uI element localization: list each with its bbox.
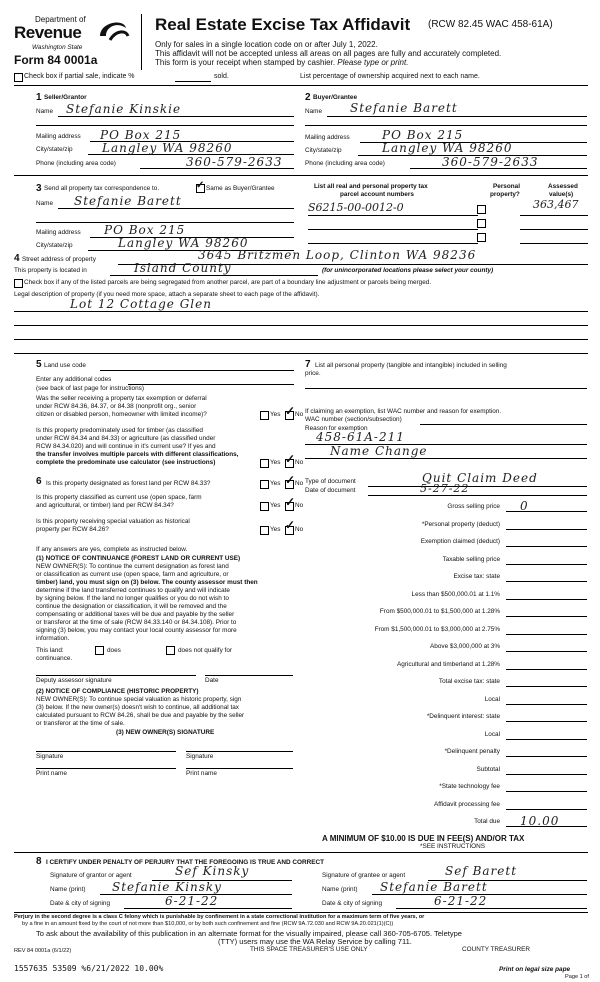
calc-value-line (506, 704, 587, 705)
calc-label: *Delinquent interest: state (426, 713, 500, 720)
parcel-header-1: List all real and personal property tax (314, 183, 428, 190)
calc-label: Local (484, 730, 500, 738)
revenue-logo-text: Revenue (14, 23, 82, 42)
cashier-stamp: 1557635 53509 %6/21/2022 10.00% (14, 964, 164, 973)
grantor-print-label: Name (print) (50, 886, 86, 893)
calc-label: Total excise tax: state (438, 678, 500, 685)
calc-value-line (506, 774, 587, 775)
s6-q3-line-a: Is this property receiving special valuation as historical (36, 518, 190, 525)
alt-format-line-1: To ask about the availability of this publication in an alternate format for the visually impaired, please call 360-705-6705. Teletype (36, 929, 462, 938)
q1-line-c: citizen or disabled person, homeowner with limited income)? (36, 411, 207, 418)
q1-no-check-icon: ✓ (285, 404, 296, 418)
buyer-name[interactable]: Stefanie Barett (350, 101, 458, 115)
personal-property-title-b: price. (305, 370, 321, 377)
land-does-not-checkbox[interactable] (166, 646, 175, 655)
calc-value-line (506, 756, 587, 757)
grantee-print-label: Name (print) (322, 886, 358, 893)
exemption-label-a: If claiming an exemption, list WAC number and reason for exemption. (305, 408, 502, 415)
calc-label: From $1,500,000.01 to $3,000,000 at 2.75% (374, 625, 500, 633)
calc-value-line (506, 791, 587, 792)
corr-name-label: Name (36, 200, 54, 207)
form-title: Real Estate Excise Tax Affidavit (155, 15, 411, 34)
minimum-due-note: A MINIMUM OF $10.00 IS DUE IN FEE(S) AND/OR TAX (322, 834, 525, 843)
calc-label: From $500,000.01 to $1,500,000 at 1.28% (379, 608, 500, 615)
corr-mail-label: Mailing address (36, 229, 81, 236)
exemption-label-b: WAC number (section/subsection) (305, 416, 402, 423)
calc-label: Taxable selling price (442, 555, 500, 563)
calc-label: Affidavit processing fee (434, 800, 500, 808)
enter-codes-label: Enter any additional codes (36, 376, 112, 383)
calc-value-line (506, 634, 587, 635)
see-back-label: (see back of last page for instructions) (36, 385, 144, 392)
notice-continuance-text: NEW OWNER(S): To continue the current designation as forest land or classification as current use (open space, farm and agriculture, or timber) land, you must sign on (3) below. The county assessor must then determine if the land transferred continues to qualify and will indicate by signing below. If the land no longer qualifies or you do not wish to continue the designation or classification, it will be removed and the compensating or additional taxes will be due and payable by the seller or transferor at the time of sale (RCW 84.33.140 or 84.34.108). Prior to signing (3) below, you may contact your local county assessor for more information. (36, 563, 258, 642)
q2-yes-checkbox[interactable] (260, 459, 269, 468)
s6-q1: Is this property designated as forest land per RCW 84.33? (46, 480, 211, 487)
q2-line-a: Is this property predominately used for timber (as classified (36, 427, 203, 434)
buyer-phone[interactable]: 360-579-2633 (442, 155, 539, 169)
new-owner-signature-label-2: Signature (186, 753, 214, 760)
calc-label: Local (484, 695, 500, 703)
corr-city[interactable]: Langley WA 98260 (118, 236, 249, 250)
q1-no-label: No (295, 411, 304, 418)
q2-no-check-icon: ✓ (285, 452, 296, 466)
see-instructions-note: *SEE INSTRUCTIONS (420, 843, 485, 850)
calc-label: Above $3,000,000 at 3% (430, 643, 500, 650)
calc-value-line (506, 669, 587, 670)
buyer-city[interactable]: Langley WA 98260 (382, 141, 513, 155)
notice-continuance-title: (1) NOTICE OF CONTINUANCE (FOREST LAND OR CURRENT USE) (36, 555, 241, 562)
s6-q1-no-check-icon: ✓ (285, 473, 296, 487)
doc-date-label: Date of document (305, 487, 356, 494)
seller-phone-label: Phone (including area code) (36, 160, 116, 167)
land-does-checkbox[interactable] (95, 646, 104, 655)
doc-type[interactable]: Quit Claim Deed (422, 471, 538, 485)
calc-label: *Personal property (deduct) (421, 520, 500, 528)
section-4-number: 4 (14, 253, 20, 264)
located-label: This property is located in (14, 267, 87, 274)
q2-yes-label: Yes (270, 459, 281, 466)
legal-description[interactable]: Lot 12 Cottage Glen (70, 297, 212, 311)
this-land-label: This land: (36, 647, 64, 654)
calc-value-line (506, 511, 587, 512)
calc-label: Subtotal (476, 765, 500, 773)
same-as-buyer-label: Same as Buyer/Grantee (206, 185, 275, 192)
calc-label: *Delinquent penalty (444, 748, 500, 755)
grantor-date-label: Date & city of signing (50, 900, 111, 907)
s6-q2-line-a: Is this property classified as current use (open space, farm (36, 494, 202, 501)
grantor-date[interactable]: 6-21-22 (165, 894, 219, 908)
calc-value-line (506, 809, 587, 810)
personal-property-checkbox-1[interactable] (477, 205, 486, 214)
perjury-line-1: Perjury in the second degree is a class C felony which is punishable by confinement in a state correctional institution for a maximum term of five years, or (14, 914, 425, 920)
new-owner-print-label-1: Print name (36, 770, 67, 777)
reason-label: Reason for exemption (305, 425, 368, 432)
calc-value-line (506, 651, 587, 652)
s6-q3-no-label: No (295, 526, 304, 533)
q2-line-c: RCW 84.34.020) and will continue in it's current use? If yes and (36, 443, 216, 450)
seller-phone[interactable]: 360-579-2633 (186, 155, 283, 169)
partial-sale-label: Check box if partial sale, indicate % (24, 73, 135, 80)
personal-property-checkbox-2[interactable] (477, 219, 486, 228)
s6-q1-yes-checkbox[interactable] (260, 480, 269, 489)
street-address[interactable]: 3645 Britzmen Loop, Clinton WA 98236 (198, 248, 477, 262)
continuance-label: continuance. (36, 655, 73, 662)
corr-city-label: City/state/zip (36, 242, 73, 249)
seller-city-label: City/state/zip (36, 146, 73, 153)
new-owner-print-label-2: Print name (186, 770, 217, 777)
calc-label: Excise tax: state (453, 573, 500, 580)
revision-label: REV 84 0001a (6/1/22) (14, 948, 72, 954)
page-number: Page 1 of (565, 974, 589, 980)
partial-sale-checkbox[interactable] (14, 73, 23, 82)
grantor-name[interactable]: Stefanie Kinsky (112, 880, 222, 894)
parcel-number[interactable]: S6215-00-0012-0 (308, 201, 404, 214)
calc-value-line (506, 686, 587, 687)
s6-q2-no-check-icon: ✓ (285, 495, 296, 509)
buyer-name-label: Name (305, 108, 323, 115)
section-7-number: 7 (305, 359, 311, 370)
note-2: This affidavit will not be accepted unless all areas on all pages are fully and accurately completed. (155, 49, 502, 58)
section-8-number: 8 (36, 856, 42, 867)
q1-line-a: Was the seller receiving a property tax exemption or deferral (36, 395, 207, 402)
calc-label: Agricultural and timberland at 1.28% (396, 660, 500, 668)
buyer-phone-label: Phone (including area code) (305, 160, 385, 167)
calc-value-line (506, 616, 587, 617)
treasurer-use-label: THIS SPACE TREASURER'S USE ONLY (250, 946, 368, 953)
section-1-number: 1 (36, 92, 42, 103)
deputy-date-label: Date (205, 677, 219, 684)
section-3-number: 3 (36, 183, 42, 194)
note-3: This form is your receipt when stamped by cashier. Please type or print. (155, 58, 409, 67)
personal-header-2: property? (490, 191, 520, 198)
s6-q2-line-b: and agricultural, or timber) land per RCW 84.34? (36, 502, 174, 509)
revenue-logo-icon (96, 14, 132, 44)
calc-value-line (506, 529, 587, 530)
land-does-not-label: does not qualify for (178, 647, 232, 654)
seller-name[interactable]: Stefanie Kinskie (66, 102, 182, 116)
deputy-signature-label: Deputy assessor signature (36, 677, 112, 684)
personal-property-checkbox-3[interactable] (477, 233, 486, 242)
s6-q1-no-label: No (295, 480, 304, 487)
seller-name-label: Name (36, 108, 54, 115)
seller-city[interactable]: Langley WA 98260 (102, 141, 233, 155)
dept-label: Department of (35, 15, 86, 24)
grantor-signature-label: Signature of grantor or agent (50, 872, 132, 879)
legal-size-note: Print on legal size pape (499, 966, 571, 973)
notice-compliance-text: NEW OWNER(S): To continue special valuation as historic property, sign (3) below. If the new owner(s) doesn't wish to continue, all additional tax calculated pursuant to RCW 84.26, shall be due and payable by the seller or transferor at the time of sale. (36, 696, 245, 727)
calc-value-line (506, 739, 587, 740)
exemption-reason[interactable]: Name Change (330, 444, 428, 458)
calc-label: Less than $500,000.01 at 1.1% (411, 590, 500, 598)
grantee-signature-label: Signature of grantee or agent (322, 872, 406, 879)
legal-label: Legal description of property (if you need more space, attach a separate sheet to each page of the affidavit). (14, 291, 320, 298)
q2-no-label: No (295, 459, 304, 466)
calc-label: Exemption claimed (deduct) (420, 538, 500, 545)
corr-mail[interactable]: PO Box 215 (104, 223, 186, 237)
s6-q2-yes-label: Yes (270, 502, 281, 509)
doc-type-label: Type of document (305, 478, 356, 485)
s6-q1-yes-label: Yes (270, 480, 281, 487)
calc-value-line (506, 581, 587, 582)
land-use-label: Land use code (44, 362, 86, 369)
assessed-value[interactable]: 363,467 (533, 198, 579, 211)
grantee-date[interactable]: 6-21-22 (434, 894, 488, 908)
located-note: (for unincorporated locations please select your county) (322, 267, 494, 274)
buyer-title: Buyer/Grantee (313, 94, 358, 101)
calc-value[interactable]: 10.00 (520, 814, 560, 828)
assessed-header-2: value(s) (549, 191, 574, 198)
if-yes-label: If any answers are yes, complete as instructed below. (36, 546, 188, 553)
located-county[interactable]: Island County (134, 261, 232, 275)
q2-line-d: the transfer involves multiple parcels with different classifications, (36, 451, 239, 458)
s6-q3-yes-checkbox[interactable] (260, 526, 269, 535)
ownership-note: List percentage of ownership acquired next to each name. (300, 73, 480, 80)
form-number: Form 84 0001a (14, 53, 98, 67)
grantor-signature[interactable]: Sef Kinsky (175, 864, 250, 878)
perjury-line-2: by a fine in an amount fixed by the court of not more than $10,000, or by both such confinement and fine (RCW 9A.72.030 and RCW 9A.20.021(1)(C)) (22, 921, 394, 927)
notice-compliance-title: (2) NOTICE OF COMPLIANCE (HISTORIC PROPERTY) (36, 688, 199, 695)
street-label: Street address of property (22, 256, 96, 263)
calc-value-line (506, 721, 587, 722)
seller-mail-label: Mailing address (36, 133, 81, 140)
q2-line-e: complete the predominate use calculator (see instructions) (36, 459, 216, 466)
new-owner-signature-title: (3) NEW OWNER(S) SIGNATURE (116, 729, 215, 736)
section-2-number: 2 (305, 92, 311, 103)
certify-statement: I CERTIFY UNDER PENALTY OF PERJURY THAT THE FOREGOING IS TRUE AND CORRECT (46, 859, 325, 866)
calc-label: *State technology fee (439, 783, 500, 790)
personal-property-title-a: List all personal property (tangible and intangible) included in selling (315, 362, 507, 369)
personal-header-1: Personal (493, 183, 520, 190)
q1-yes-label: Yes (270, 411, 281, 418)
s6-q2-yes-checkbox[interactable] (260, 502, 269, 511)
s6-q3-line-b: property per RCW 84.26? (36, 526, 109, 533)
q1-yes-checkbox[interactable] (260, 411, 269, 420)
calc-value[interactable]: 0 (520, 499, 529, 513)
s6-q3-no-check-icon: ✓ (285, 518, 296, 532)
section-6-number: 6 (36, 476, 42, 487)
buyer-mail-label: Mailing address (305, 134, 350, 141)
calc-value-line (506, 564, 587, 565)
doc-date[interactable]: 5-27-22 (420, 482, 470, 495)
calc-value-line (506, 546, 587, 547)
calc-label: Gross selling price (447, 503, 500, 510)
q1-line-b: under RCW 84.36, 84.37, or 84.38 (nonprofit org., senior (36, 403, 197, 410)
partial-sale-suffix: sold. (214, 73, 229, 80)
buyer-city-label: City/state/zip (305, 147, 342, 154)
grantee-date-label: Date & city of signing (322, 900, 383, 907)
corr-name[interactable]: Stefanie Barett (74, 194, 182, 208)
segregated-checkbox[interactable] (14, 279, 23, 288)
county-treasurer-label: COUNTY TREASURER (462, 946, 530, 953)
s6-q3-yes-label: Yes (270, 526, 281, 533)
calc-value-line (506, 599, 587, 600)
q2-line-b: under RCW 84.34 and 84.33) or agriculture (as classified under (36, 435, 216, 442)
seller-mail[interactable]: PO Box 215 (100, 128, 182, 142)
form-rcw: (RCW 82.45 WAC 458-61A) (428, 19, 553, 30)
segregated-label: Check box if any of the listed parcels are being segregated from another parcel, are part of a boundary line adjustment or parcels being merged. (24, 279, 432, 286)
buyer-mail[interactable]: PO Box 215 (382, 128, 464, 142)
state-label: Washington State (32, 44, 83, 51)
note-1: Only for sales in a single location code on or after July 1, 2022. (155, 40, 378, 49)
seller-title: Seller/Grantor (44, 94, 87, 101)
assessed-header-1: Assessed (548, 183, 578, 190)
grantee-name[interactable]: Stefanie Barett (380, 880, 488, 894)
land-does-label: does (107, 647, 121, 654)
parcel-header-2: parcel account numbers (340, 191, 414, 198)
alt-format-line-2: (TTY) users may use the WA Relay Service by calling 711. (218, 937, 412, 946)
correspondence-label: Send all property tax correspondence to. (44, 185, 160, 192)
new-owner-signature-label-1: Signature (36, 753, 64, 760)
section-5-number: 5 (36, 359, 42, 370)
s6-q2-no-label: No (295, 502, 304, 509)
grantee-signature[interactable]: Sef Barett (445, 864, 518, 878)
calc-label: Total due (474, 818, 500, 825)
same-as-buyer-check-icon: ✓ (196, 180, 205, 191)
wac-number[interactable]: 458-61A-211 (316, 430, 405, 444)
